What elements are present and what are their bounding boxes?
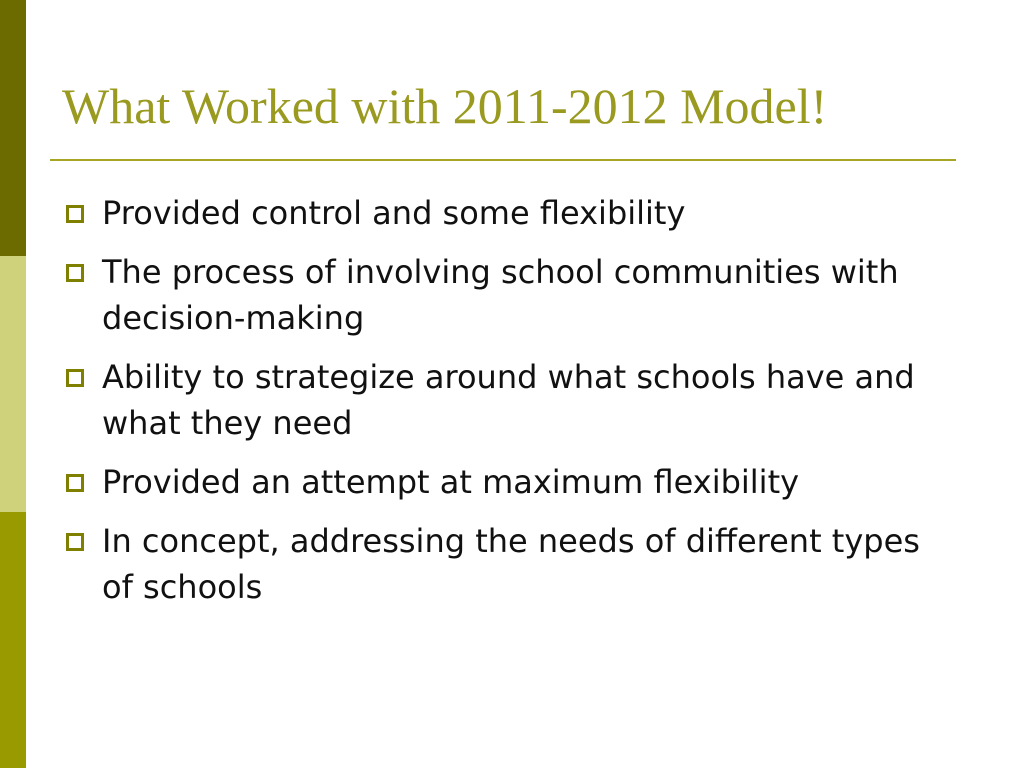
bullet-item	[66, 518, 946, 610]
bullet-text: Ability to strategize around what schools have and what they need	[102, 358, 915, 442]
bullet-text: Provided control and some flexibility	[102, 194, 686, 232]
bullet-item	[66, 459, 946, 505]
side-bar-bottom	[0, 512, 26, 768]
hollow-square-icon	[66, 369, 84, 387]
bullet-text: The process of involving school communities with decision-making	[102, 253, 899, 337]
bullet-item	[66, 190, 946, 236]
hollow-square-icon	[66, 474, 84, 492]
bullet-item	[66, 249, 946, 341]
hollow-square-icon	[66, 205, 84, 223]
title-divider	[50, 159, 956, 161]
slide-title: What Worked with 2011-2012 Model!	[62, 78, 828, 134]
side-bar-top	[0, 0, 26, 256]
bullet-list	[66, 190, 946, 623]
side-bar-middle	[0, 256, 26, 512]
bullet-text: Provided an attempt at maximum flexibility	[102, 463, 800, 501]
bullet-item	[66, 354, 946, 446]
bullet-text: In concept, addressing the needs of different types of schools	[102, 522, 920, 606]
hollow-square-icon	[66, 533, 84, 551]
hollow-square-icon	[66, 264, 84, 282]
